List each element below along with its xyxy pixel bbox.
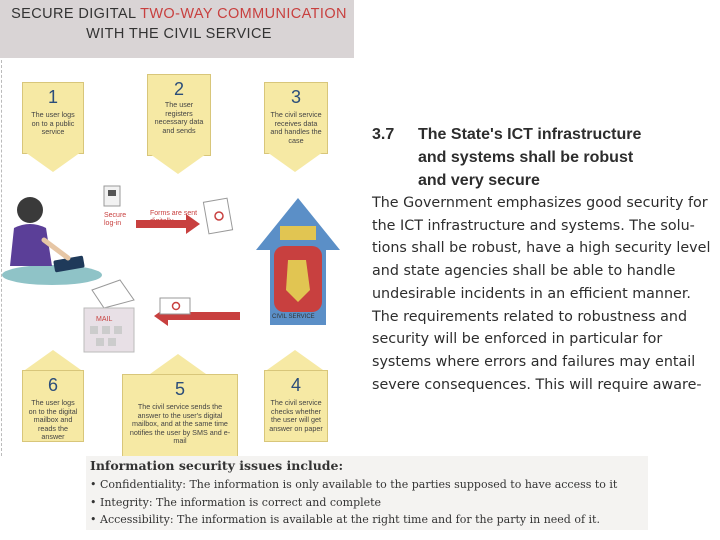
- body-line: the ICT infrastructure and systems. The solu-: [372, 217, 695, 234]
- civil-service-label: CIVIL SERVICE: [272, 314, 315, 320]
- step-3-arrow: [267, 152, 323, 172]
- step-6-text: The user logs on to the digital mailbox and reads the answer: [28, 398, 78, 442]
- secure-login-label: Secure log-in: [104, 212, 127, 227]
- step-1-text: The user logs on to a public service: [31, 110, 75, 137]
- step-3-number: 3: [290, 87, 301, 107]
- step-4-text: The civil service checks whether the user will get answer on paper: [269, 398, 323, 433]
- step-4-box: [264, 370, 328, 442]
- step-1-number: 1: [47, 87, 58, 107]
- info-security-box: [86, 456, 648, 530]
- civil-service-building: [256, 198, 340, 325]
- email-icon: [160, 298, 190, 314]
- step-6-box: [22, 370, 84, 442]
- body-line: The requirements related to robustness and: [372, 308, 688, 325]
- step-1-box: [22, 82, 84, 154]
- section-heading-line: and systems shall be robust: [418, 149, 634, 166]
- step-6-arrow: [25, 350, 81, 370]
- section-heading-text: [418, 123, 678, 192]
- info-item: • Accessibility: The information is available at the right time and for the party in need of it.: [90, 513, 600, 526]
- section-heading-line: The State's ICT infrastructure: [418, 126, 642, 143]
- forms-sent-label: Forms are sent digitally: [150, 210, 198, 225]
- info-item: • Confidentiality: The information is only available to the parties supposed to have access to it: [90, 478, 618, 491]
- step-2-box: [147, 74, 211, 156]
- step-1-arrow: [25, 152, 81, 172]
- body-line: undesirable incidents in an efficient manner.: [372, 285, 691, 302]
- info-title: Information security issues include:: [90, 458, 344, 473]
- step-3-box: [264, 82, 328, 154]
- step-4-arrow: [267, 350, 323, 370]
- mail-label: MAIL: [96, 316, 113, 323]
- step-6-number: 6: [47, 375, 58, 395]
- user-illustration: [2, 197, 102, 285]
- step-5-arrow: [150, 354, 206, 374]
- section-heading-line: and very secure: [418, 172, 540, 189]
- step-5-box: [122, 374, 238, 458]
- diagram-title: SECURE DIGITAL TWO-WAY COMMUNICATION WITH THE CIVIL SERVICE: [11, 6, 347, 42]
- step-2-number: 2: [173, 79, 184, 99]
- diagram-illustration: [0, 180, 354, 355]
- step-4-number: 4: [290, 375, 301, 395]
- info-item: • Integrity: The information is correct and complete: [90, 496, 382, 509]
- step-2-arrow: [150, 154, 206, 174]
- step-3-text: The civil service receives data and handles the case: [270, 110, 322, 145]
- step-5-text: The civil service sends the answer to the user's digital mailbox, and at the same time notifies the user by SMS and e-mail: [129, 402, 231, 446]
- step-5-number: 5: [174, 379, 185, 399]
- section-number: 3.7: [372, 126, 395, 143]
- body-line: and state agencies shall be able to handle: [372, 263, 676, 280]
- diagram-title-box: [0, 0, 354, 58]
- secure-login-icon: [104, 186, 120, 206]
- step-2-text: The user registers necessary data and sends: [154, 100, 204, 135]
- body-line: systems where errors and failures may entail: [372, 353, 696, 370]
- body-line: severe consequences. This will require aware-: [372, 376, 702, 393]
- body-line: tions shall be robust, have a high security level: [372, 240, 711, 257]
- body-line: The Government emphasizes good security for: [372, 195, 708, 211]
- body-line: security will be enforced in particular for: [372, 331, 663, 348]
- section-body: [372, 192, 714, 396]
